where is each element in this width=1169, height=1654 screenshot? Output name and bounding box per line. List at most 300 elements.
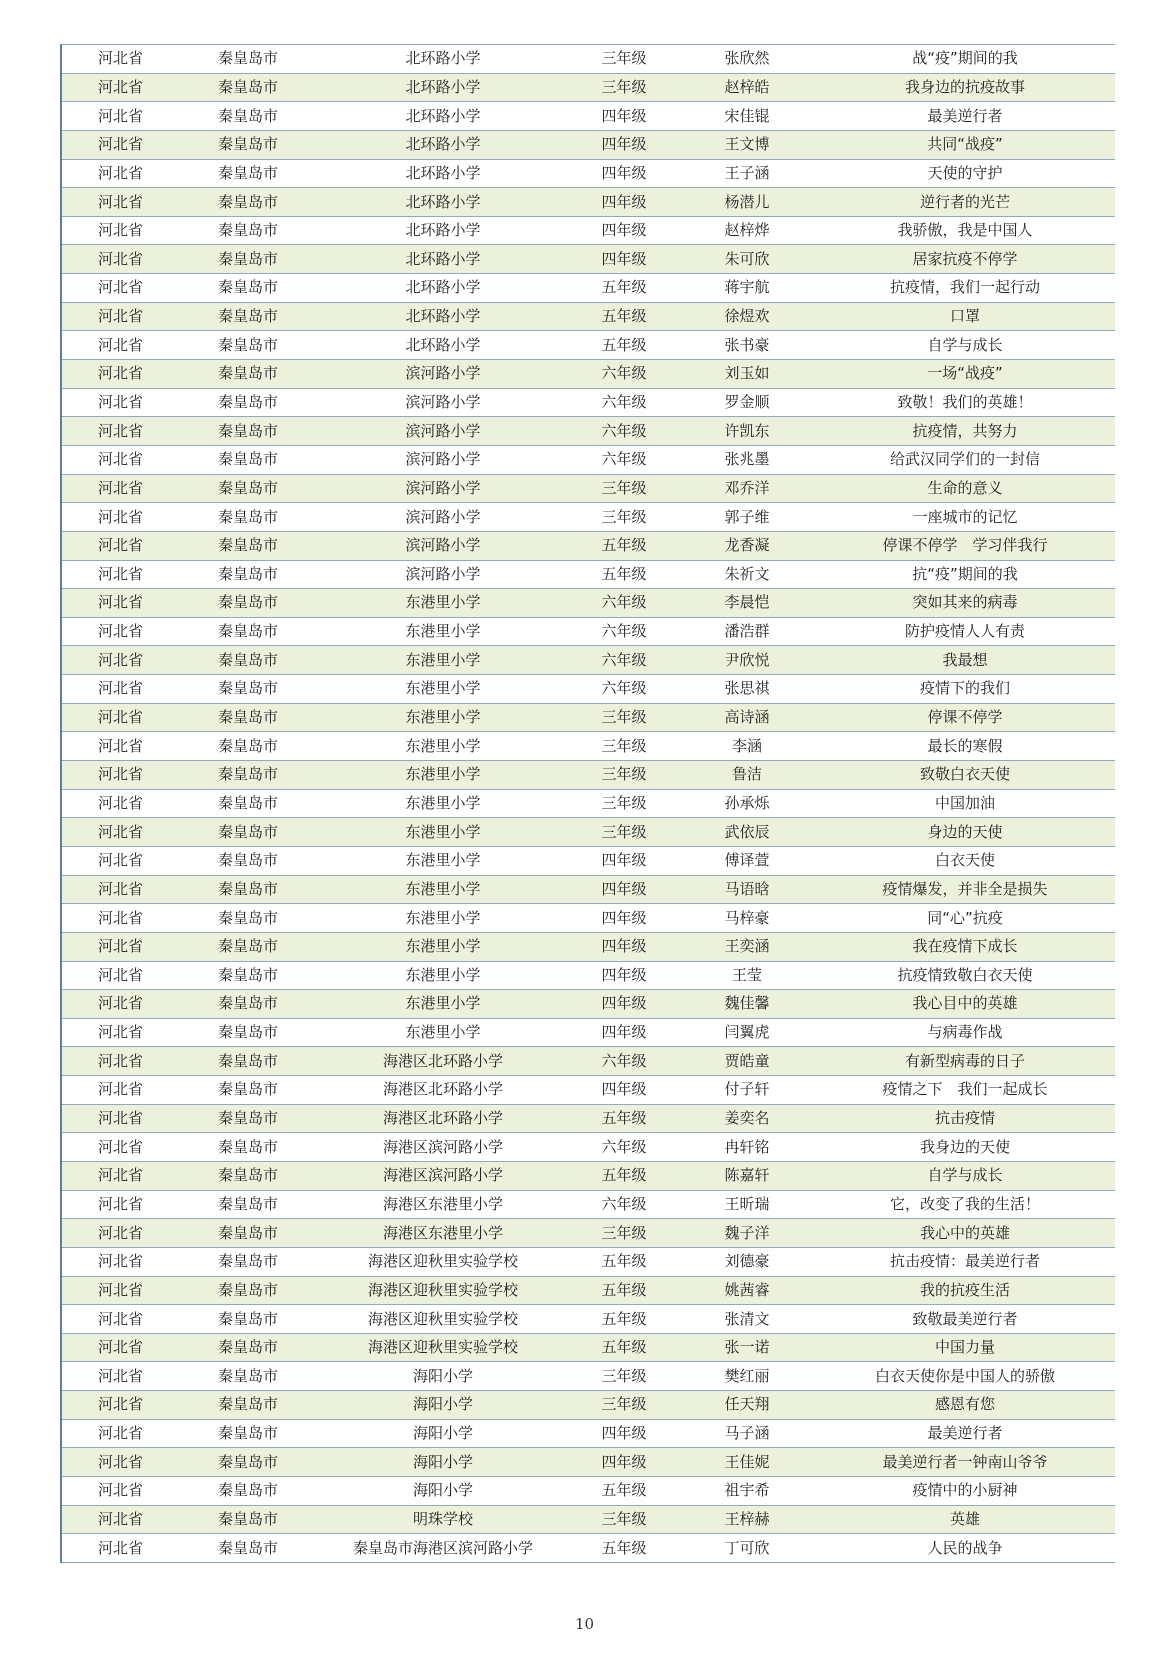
- grade-cell: 四年级: [569, 102, 679, 131]
- essay-title-cell: 我身边的天使: [815, 1133, 1115, 1162]
- student-name-cell: 张清文: [679, 1305, 815, 1334]
- student-name-cell: 朱祈文: [679, 560, 815, 589]
- school-cell: 北环路小学: [317, 331, 569, 360]
- student-name-cell: 赵梓烨: [679, 216, 815, 245]
- province-cell: 河北省: [61, 188, 179, 217]
- school-cell: 秦皇岛市海港区滨河路小学: [317, 1534, 569, 1563]
- city-cell: 秦皇岛市: [179, 818, 317, 847]
- city-cell: 秦皇岛市: [179, 1247, 317, 1276]
- city-cell: 秦皇岛市: [179, 761, 317, 790]
- city-cell: 秦皇岛市: [179, 45, 317, 74]
- student-name-cell: 武依辰: [679, 818, 815, 847]
- school-cell: 北环路小学: [317, 130, 569, 159]
- school-cell: 滨河路小学: [317, 417, 569, 446]
- province-cell: 河北省: [61, 789, 179, 818]
- grade-cell: 四年级: [569, 1448, 679, 1477]
- student-name-cell: 马子涵: [679, 1419, 815, 1448]
- grade-cell: 四年级: [569, 932, 679, 961]
- city-cell: 秦皇岛市: [179, 417, 317, 446]
- table-row: [61, 531, 1115, 560]
- essay-title-cell: 抗疫情，我们一起行动: [815, 274, 1115, 303]
- province-cell: 河北省: [61, 1133, 179, 1162]
- school-cell: 海港区北环路小学: [317, 1047, 569, 1076]
- school-cell: 北环路小学: [317, 159, 569, 188]
- essay-title-cell: 我在疫情下成长: [815, 932, 1115, 961]
- province-cell: 河北省: [61, 932, 179, 961]
- province-cell: 河北省: [61, 1047, 179, 1076]
- school-cell: 东港里小学: [317, 875, 569, 904]
- table-row: [61, 331, 1115, 360]
- school-cell: 滨河路小学: [317, 360, 569, 389]
- province-cell: 河北省: [61, 904, 179, 933]
- table-row: [61, 1333, 1115, 1362]
- grade-cell: 四年级: [569, 961, 679, 990]
- city-cell: 秦皇岛市: [179, 1104, 317, 1133]
- school-cell: 海阳小学: [317, 1448, 569, 1477]
- table-row: [61, 846, 1115, 875]
- grade-cell: 四年级: [569, 188, 679, 217]
- province-cell: 河北省: [61, 474, 179, 503]
- city-cell: 秦皇岛市: [179, 1477, 317, 1506]
- city-cell: 秦皇岛市: [179, 245, 317, 274]
- student-name-cell: 张欣然: [679, 45, 815, 74]
- table-row: [61, 617, 1115, 646]
- province-cell: 河北省: [61, 73, 179, 102]
- city-cell: 秦皇岛市: [179, 990, 317, 1019]
- school-cell: 北环路小学: [317, 188, 569, 217]
- student-name-cell: 刘玉如: [679, 360, 815, 389]
- grade-cell: 四年级: [569, 875, 679, 904]
- city-cell: 秦皇岛市: [179, 1190, 317, 1219]
- table-row: [61, 1276, 1115, 1305]
- essay-title-cell: 居家抗疫不停学: [815, 245, 1115, 274]
- table-row: [61, 1391, 1115, 1420]
- school-cell: 北环路小学: [317, 45, 569, 74]
- city-cell: 秦皇岛市: [179, 302, 317, 331]
- student-name-cell: 闫翼虎: [679, 1018, 815, 1047]
- award-list-table-container: [60, 44, 1114, 1563]
- grade-cell: 四年级: [569, 904, 679, 933]
- essay-title-cell: 我心中的英雄: [815, 1219, 1115, 1248]
- grade-cell: 三年级: [569, 474, 679, 503]
- grade-cell: 六年级: [569, 1133, 679, 1162]
- essay-title-cell: 防护疫情人人有责: [815, 617, 1115, 646]
- student-name-cell: 王梓赫: [679, 1505, 815, 1534]
- city-cell: 秦皇岛市: [179, 503, 317, 532]
- city-cell: 秦皇岛市: [179, 1362, 317, 1391]
- province-cell: 河北省: [61, 732, 179, 761]
- grade-cell: 五年级: [569, 1104, 679, 1133]
- grade-cell: 三年级: [569, 818, 679, 847]
- essay-title-cell: 疫情之下 我们一起成长: [815, 1076, 1115, 1105]
- essay-title-cell: 致敬最美逆行者: [815, 1305, 1115, 1334]
- school-cell: 海阳小学: [317, 1419, 569, 1448]
- table-row: [61, 1133, 1115, 1162]
- table-row: [61, 932, 1115, 961]
- essay-title-cell: 停课不停学 学习伴我行: [815, 531, 1115, 560]
- city-cell: 秦皇岛市: [179, 932, 317, 961]
- essay-title-cell: 抗“疫”期间的我: [815, 560, 1115, 589]
- table-row: [61, 503, 1115, 532]
- essay-title-cell: 我的抗疫生活: [815, 1276, 1115, 1305]
- table-row: [61, 1419, 1115, 1448]
- table-row: [61, 302, 1115, 331]
- city-cell: 秦皇岛市: [179, 1161, 317, 1190]
- province-cell: 河北省: [61, 274, 179, 303]
- grade-cell: 五年级: [569, 274, 679, 303]
- school-cell: 东港里小学: [317, 846, 569, 875]
- province-cell: 河北省: [61, 961, 179, 990]
- essay-title-cell: 口罩: [815, 302, 1115, 331]
- city-cell: 秦皇岛市: [179, 675, 317, 704]
- province-cell: 河北省: [61, 302, 179, 331]
- student-name-cell: 王昕瑞: [679, 1190, 815, 1219]
- essay-title-cell: 它，改变了我的生活！: [815, 1190, 1115, 1219]
- student-name-cell: 魏佳馨: [679, 990, 815, 1019]
- school-cell: 东港里小学: [317, 617, 569, 646]
- table-row: [61, 188, 1115, 217]
- table-row: [61, 245, 1115, 274]
- school-cell: 东港里小学: [317, 961, 569, 990]
- table-row: [61, 1247, 1115, 1276]
- table-row: [61, 1505, 1115, 1534]
- table-row: [61, 1219, 1115, 1248]
- essay-title-cell: 人民的战争: [815, 1534, 1115, 1563]
- school-cell: 明珠学校: [317, 1505, 569, 1534]
- province-cell: 河北省: [61, 1219, 179, 1248]
- city-cell: 秦皇岛市: [179, 617, 317, 646]
- city-cell: 秦皇岛市: [179, 274, 317, 303]
- school-cell: 东港里小学: [317, 703, 569, 732]
- province-cell: 河北省: [61, 646, 179, 675]
- grade-cell: 五年级: [569, 1276, 679, 1305]
- student-name-cell: 罗金顺: [679, 388, 815, 417]
- province-cell: 河北省: [61, 617, 179, 646]
- essay-title-cell: 我心目中的英雄: [815, 990, 1115, 1019]
- province-cell: 河北省: [61, 1161, 179, 1190]
- student-name-cell: 许凯东: [679, 417, 815, 446]
- grade-cell: 四年级: [569, 1419, 679, 1448]
- grade-cell: 四年级: [569, 990, 679, 1019]
- city-cell: 秦皇岛市: [179, 1047, 317, 1076]
- grade-cell: 三年级: [569, 503, 679, 532]
- city-cell: 秦皇岛市: [179, 159, 317, 188]
- province-cell: 河北省: [61, 1305, 179, 1334]
- school-cell: 海港区迎秋里实验学校: [317, 1333, 569, 1362]
- table-row: [61, 646, 1115, 675]
- province-cell: 河北省: [61, 1018, 179, 1047]
- student-name-cell: 姜奕名: [679, 1104, 815, 1133]
- student-name-cell: 贾皓童: [679, 1047, 815, 1076]
- student-name-cell: 樊红丽: [679, 1362, 815, 1391]
- student-name-cell: 丁可欣: [679, 1534, 815, 1563]
- essay-title-cell: 与病毒作战: [815, 1018, 1115, 1047]
- grade-cell: 三年级: [569, 789, 679, 818]
- essay-title-cell: 疫情爆发，并非全是损失: [815, 875, 1115, 904]
- student-name-cell: 宋佳锟: [679, 102, 815, 131]
- student-name-cell: 王文博: [679, 130, 815, 159]
- page-number: 10: [574, 1615, 595, 1633]
- award-list-table: [60, 44, 1115, 1563]
- province-cell: 河北省: [61, 703, 179, 732]
- grade-cell: 六年级: [569, 1190, 679, 1219]
- student-name-cell: 张一诺: [679, 1333, 815, 1362]
- grade-cell: 三年级: [569, 1391, 679, 1420]
- essay-title-cell: 有新型病毒的日子: [815, 1047, 1115, 1076]
- grade-cell: 六年级: [569, 617, 679, 646]
- table-row: [61, 675, 1115, 704]
- table-row: [61, 1161, 1115, 1190]
- grade-cell: 五年级: [569, 531, 679, 560]
- province-cell: 河北省: [61, 1534, 179, 1563]
- school-cell: 东港里小学: [317, 789, 569, 818]
- essay-title-cell: 最美逆行者一钟南山爷爷: [815, 1448, 1115, 1477]
- city-cell: 秦皇岛市: [179, 1076, 317, 1105]
- table-row: [61, 818, 1115, 847]
- city-cell: 秦皇岛市: [179, 846, 317, 875]
- grade-cell: 三年级: [569, 45, 679, 74]
- essay-title-cell: 感恩有您: [815, 1391, 1115, 1420]
- school-cell: 滨河路小学: [317, 445, 569, 474]
- province-cell: 河北省: [61, 846, 179, 875]
- province-cell: 河北省: [61, 1076, 179, 1105]
- school-cell: 北环路小学: [317, 216, 569, 245]
- table-row: [61, 102, 1115, 131]
- essay-title-cell: 中国加油: [815, 789, 1115, 818]
- city-cell: 秦皇岛市: [179, 589, 317, 618]
- table-row: [61, 1362, 1115, 1391]
- province-cell: 河北省: [61, 560, 179, 589]
- school-cell: 海港区迎秋里实验学校: [317, 1276, 569, 1305]
- table-row: [61, 274, 1115, 303]
- essay-title-cell: 自学与成长: [815, 1161, 1115, 1190]
- province-cell: 河北省: [61, 130, 179, 159]
- student-name-cell: 张兆墨: [679, 445, 815, 474]
- student-name-cell: 姚茜睿: [679, 1276, 815, 1305]
- grade-cell: 五年级: [569, 302, 679, 331]
- province-cell: 河北省: [61, 1419, 179, 1448]
- student-name-cell: 尹欣悦: [679, 646, 815, 675]
- student-name-cell: 杨潜儿: [679, 188, 815, 217]
- grade-cell: 五年级: [569, 1534, 679, 1563]
- province-cell: 河北省: [61, 531, 179, 560]
- table-row: [61, 130, 1115, 159]
- province-cell: 河北省: [61, 159, 179, 188]
- city-cell: 秦皇岛市: [179, 732, 317, 761]
- essay-title-cell: 中国力量: [815, 1333, 1115, 1362]
- essay-title-cell: 我最想: [815, 646, 1115, 675]
- grade-cell: 四年级: [569, 159, 679, 188]
- province-cell: 河北省: [61, 1448, 179, 1477]
- city-cell: 秦皇岛市: [179, 188, 317, 217]
- grade-cell: 六年级: [569, 445, 679, 474]
- table-row: [61, 1047, 1115, 1076]
- school-cell: 海阳小学: [317, 1477, 569, 1506]
- city-cell: 秦皇岛市: [179, 703, 317, 732]
- table-row: [61, 1534, 1115, 1563]
- city-cell: 秦皇岛市: [179, 531, 317, 560]
- student-name-cell: 郭子维: [679, 503, 815, 532]
- grade-cell: 四年级: [569, 245, 679, 274]
- student-name-cell: 马梓豪: [679, 904, 815, 933]
- table-row: [61, 1104, 1115, 1133]
- school-cell: 海港区北环路小学: [317, 1104, 569, 1133]
- city-cell: 秦皇岛市: [179, 1534, 317, 1563]
- essay-title-cell: 逆行者的光芒: [815, 188, 1115, 217]
- province-cell: 河北省: [61, 990, 179, 1019]
- table-row: [61, 360, 1115, 389]
- table-row: [61, 961, 1115, 990]
- grade-cell: 三年级: [569, 732, 679, 761]
- grade-cell: 三年级: [569, 1362, 679, 1391]
- student-name-cell: 高诗涵: [679, 703, 815, 732]
- grade-cell: 六年级: [569, 388, 679, 417]
- student-name-cell: 王佳妮: [679, 1448, 815, 1477]
- grade-cell: 六年级: [569, 1047, 679, 1076]
- essay-title-cell: 抗疫情，共努力: [815, 417, 1115, 446]
- table-row: [61, 1448, 1115, 1477]
- student-name-cell: 王奕涵: [679, 932, 815, 961]
- student-name-cell: 马语晗: [679, 875, 815, 904]
- student-name-cell: 魏子洋: [679, 1219, 815, 1248]
- student-name-cell: 付子轩: [679, 1076, 815, 1105]
- school-cell: 海港区迎秋里实验学校: [317, 1247, 569, 1276]
- school-cell: 东港里小学: [317, 589, 569, 618]
- essay-title-cell: 致敬白衣天使: [815, 761, 1115, 790]
- essay-title-cell: 身边的天使: [815, 818, 1115, 847]
- province-cell: 河北省: [61, 761, 179, 790]
- province-cell: 河北省: [61, 388, 179, 417]
- province-cell: 河北省: [61, 1104, 179, 1133]
- school-cell: 滨河路小学: [317, 560, 569, 589]
- grade-cell: 六年级: [569, 589, 679, 618]
- city-cell: 秦皇岛市: [179, 646, 317, 675]
- student-name-cell: 孙承烁: [679, 789, 815, 818]
- province-cell: 河北省: [61, 216, 179, 245]
- essay-title-cell: 抗击疫情: [815, 1104, 1115, 1133]
- province-cell: 河北省: [61, 102, 179, 131]
- table-row: [61, 1190, 1115, 1219]
- table-row: [61, 761, 1115, 790]
- school-cell: 海阳小学: [317, 1362, 569, 1391]
- grade-cell: 五年级: [569, 1477, 679, 1506]
- essay-title-cell: 战“疫”期间的我: [815, 45, 1115, 74]
- province-cell: 河北省: [61, 1333, 179, 1362]
- table-row: [61, 1477, 1115, 1506]
- school-cell: 海港区滨河路小学: [317, 1133, 569, 1162]
- essay-title-cell: 我骄傲，我是中国人: [815, 216, 1115, 245]
- province-cell: 河北省: [61, 1190, 179, 1219]
- school-cell: 滨河路小学: [317, 503, 569, 532]
- school-cell: 东港里小学: [317, 1018, 569, 1047]
- city-cell: 秦皇岛市: [179, 1018, 317, 1047]
- province-cell: 河北省: [61, 417, 179, 446]
- province-cell: 河北省: [61, 1391, 179, 1420]
- essay-title-cell: 最美逆行者: [815, 1419, 1115, 1448]
- province-cell: 河北省: [61, 818, 179, 847]
- city-cell: 秦皇岛市: [179, 904, 317, 933]
- city-cell: 秦皇岛市: [179, 1391, 317, 1420]
- table-row: [61, 159, 1115, 188]
- province-cell: 河北省: [61, 245, 179, 274]
- essay-title-cell: 停课不停学: [815, 703, 1115, 732]
- city-cell: 秦皇岛市: [179, 388, 317, 417]
- city-cell: 秦皇岛市: [179, 216, 317, 245]
- table-row: [61, 789, 1115, 818]
- essay-title-cell: 白衣天使你是中国人的骄傲: [815, 1362, 1115, 1391]
- city-cell: 秦皇岛市: [179, 560, 317, 589]
- grade-cell: 六年级: [569, 646, 679, 675]
- student-name-cell: 鲁洁: [679, 761, 815, 790]
- table-row: [61, 1305, 1115, 1334]
- school-cell: 滨河路小学: [317, 474, 569, 503]
- school-cell: 海港区迎秋里实验学校: [317, 1305, 569, 1334]
- essay-title-cell: 共同“战疫”: [815, 130, 1115, 159]
- essay-title-cell: 抗疫情致敬白衣天使: [815, 961, 1115, 990]
- grade-cell: 六年级: [569, 417, 679, 446]
- city-cell: 秦皇岛市: [179, 474, 317, 503]
- school-cell: 北环路小学: [317, 102, 569, 131]
- city-cell: 秦皇岛市: [179, 1133, 317, 1162]
- student-name-cell: 张思祺: [679, 675, 815, 704]
- essay-title-cell: 自学与成长: [815, 331, 1115, 360]
- school-cell: 北环路小学: [317, 302, 569, 331]
- table-row: [61, 216, 1115, 245]
- essay-title-cell: 一场“战疫”: [815, 360, 1115, 389]
- student-name-cell: 赵梓皓: [679, 73, 815, 102]
- city-cell: 秦皇岛市: [179, 961, 317, 990]
- essay-title-cell: 给武汉同学们的一封信: [815, 445, 1115, 474]
- city-cell: 秦皇岛市: [179, 331, 317, 360]
- school-cell: 海港区北环路小学: [317, 1076, 569, 1105]
- table-row: [61, 45, 1115, 74]
- grade-cell: 三年级: [569, 703, 679, 732]
- province-cell: 河北省: [61, 875, 179, 904]
- table-row: [61, 732, 1115, 761]
- province-cell: 河北省: [61, 360, 179, 389]
- grade-cell: 四年级: [569, 216, 679, 245]
- grade-cell: 六年级: [569, 360, 679, 389]
- student-name-cell: 祖宇希: [679, 1477, 815, 1506]
- province-cell: 河北省: [61, 589, 179, 618]
- essay-title-cell: 致敬！我们的英雄！: [815, 388, 1115, 417]
- province-cell: 河北省: [61, 1247, 179, 1276]
- student-name-cell: 刘德豪: [679, 1247, 815, 1276]
- province-cell: 河北省: [61, 45, 179, 74]
- student-name-cell: 朱可欣: [679, 245, 815, 274]
- grade-cell: 五年级: [569, 1161, 679, 1190]
- table-row: [61, 73, 1115, 102]
- student-name-cell: 张书豪: [679, 331, 815, 360]
- student-name-cell: 龙香凝: [679, 531, 815, 560]
- province-cell: 河北省: [61, 1505, 179, 1534]
- school-cell: 东港里小学: [317, 904, 569, 933]
- city-cell: 秦皇岛市: [179, 1219, 317, 1248]
- student-name-cell: 任天翔: [679, 1391, 815, 1420]
- table-row: [61, 1076, 1115, 1105]
- school-cell: 北环路小学: [317, 274, 569, 303]
- province-cell: 河北省: [61, 1477, 179, 1506]
- grade-cell: 三年级: [569, 1505, 679, 1534]
- table-body: [61, 45, 1115, 1563]
- student-name-cell: 潘浩群: [679, 617, 815, 646]
- essay-title-cell: 同“心”抗疫: [815, 904, 1115, 933]
- grade-cell: 三年级: [569, 1219, 679, 1248]
- school-cell: 滨河路小学: [317, 531, 569, 560]
- city-cell: 秦皇岛市: [179, 445, 317, 474]
- city-cell: 秦皇岛市: [179, 1448, 317, 1477]
- school-cell: 东港里小学: [317, 990, 569, 1019]
